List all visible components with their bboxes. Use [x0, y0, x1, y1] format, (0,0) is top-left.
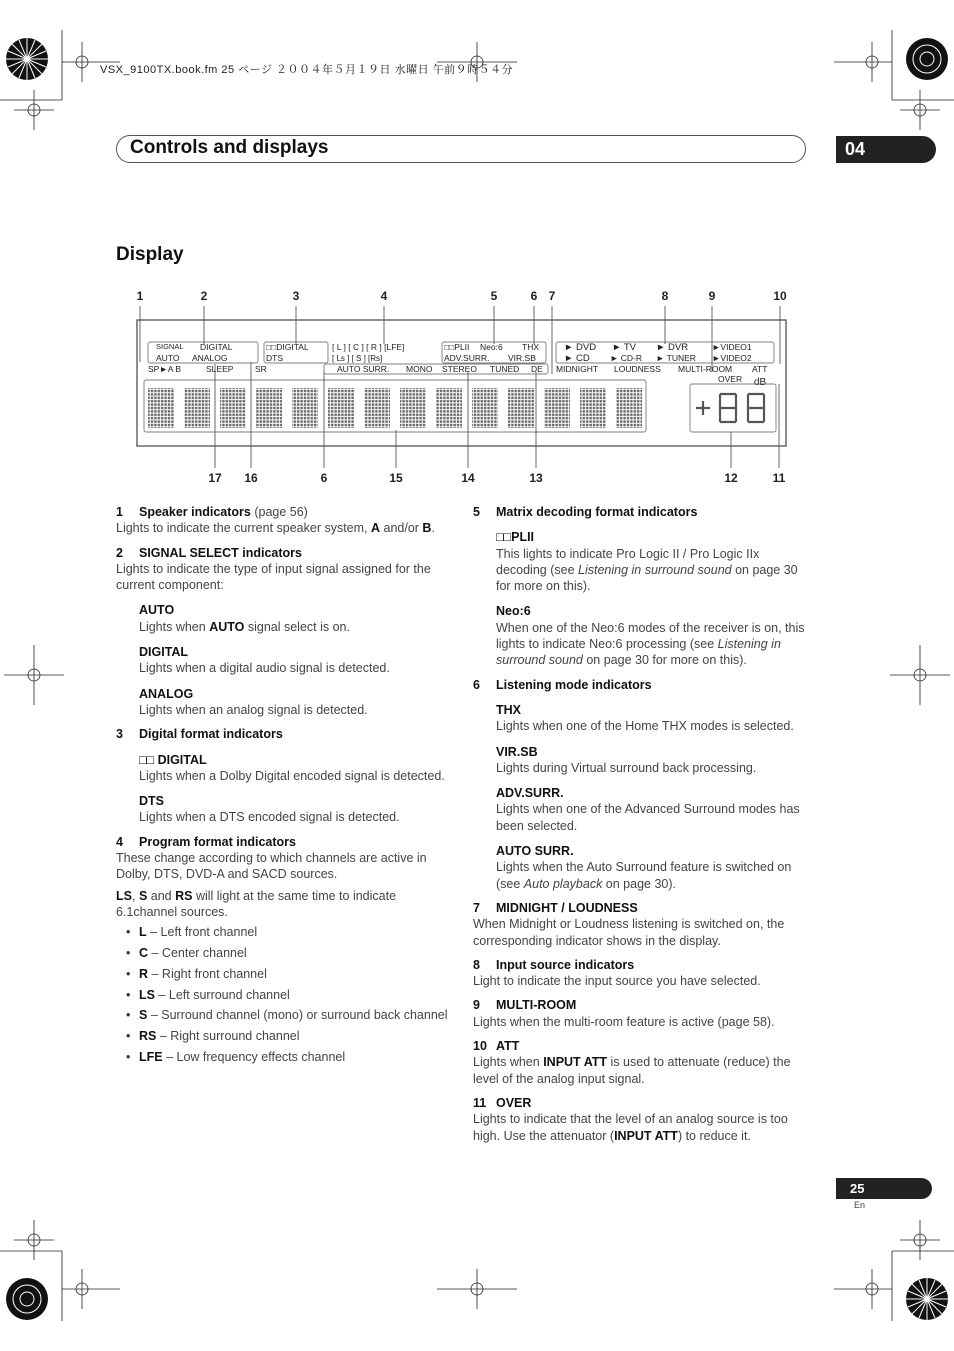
left-column: [116, 504, 452, 1070]
item-4-note: LS, S and RS will light at the same time to indicate 6.1channel sources.: [116, 888, 397, 919]
auto-surr-text: Lights when the Auto Surround feature is switched on (see Auto playback on page 30).: [496, 860, 792, 891]
item-9-heading: 9 MULTI-ROOM: [473, 998, 577, 1013]
section-title: Display: [116, 244, 184, 265]
item-9-text: Lights when the multi-room feature is active (page 58).: [473, 1014, 775, 1029]
chapter-number: 04: [836, 136, 936, 163]
dolby-digital-text: Lights when a Dolby Digital encoded signal is detected.: [139, 768, 445, 783]
callout-14: 14: [461, 471, 475, 485]
item-7-text: When Midnight or Loudness listening is switched on, the corresponding indicator shows in the display.: [473, 917, 785, 948]
auto-heading: AUTO: [139, 603, 175, 618]
thx-text: Lights when one of the Home THX modes is selected.: [496, 719, 794, 734]
item-7-heading: 7 MIDNIGHT / LOUDNESS: [473, 900, 638, 915]
channel-bullet: • LFE – Low frequency effects channel: [139, 1049, 452, 1065]
callout-9: 9: [708, 289, 716, 303]
auto-text: Lights when AUTO signal select is on.: [139, 619, 350, 634]
ind-tuned: TUNED: [490, 364, 520, 374]
ind-sleep: SLEEP: [206, 364, 234, 374]
neo6-heading: Neo:6: [496, 604, 531, 619]
item-3-heading: 3 Digital format indicators: [116, 727, 283, 742]
ind-auto: AUTO: [156, 353, 180, 363]
ind-cdr: ► CD-R: [610, 353, 643, 363]
dts-text: Lights when a DTS encoded signal is detected.: [139, 810, 400, 825]
neo6-text: When one of the Neo:6 modes of the receiver is on, this lights to indicate Neo:6 processing (see Listening in surround sound on page 30 for more on this).: [496, 620, 805, 668]
ind-att: ATT: [752, 364, 768, 374]
analog-text: Lights when an analog signal is detected.: [139, 702, 368, 717]
ind-vir-sb: VIR.SB: [508, 353, 536, 363]
item-8-text: Light to indicate the input source you have selected.: [473, 974, 761, 989]
item-4-text: These change according to which channels are active in Dolby, DTS, DVD-A and SACD sources.: [116, 851, 427, 882]
ind-dd-digital: □□DIGITAL: [266, 342, 309, 352]
channel-bullet: • L – Left front channel: [139, 924, 452, 940]
item-1-text: Lights to indicate the current speaker system, A and/or B.: [116, 521, 435, 536]
item-11-heading: 11 OVER: [473, 1095, 532, 1110]
ind-multi-room: MULTI-ROOM: [678, 364, 733, 374]
ind-dts: DTS: [266, 353, 283, 363]
callout-6b: 6: [320, 471, 328, 485]
callout-2: 2: [200, 289, 208, 303]
ind-sr: SR: [255, 364, 267, 374]
ind-sp: SP►A B: [148, 364, 181, 374]
ind-adv-surr: ADV.SURR.: [444, 353, 490, 363]
ind-mono: MONO: [406, 364, 433, 374]
callout-4: 4: [380, 289, 388, 303]
ind-dvd: ► DVD: [564, 342, 597, 353]
auto-surr-heading: AUTO SURR.: [496, 844, 574, 859]
ind-de: DE: [531, 364, 543, 374]
ind-digital: DIGITAL: [200, 342, 233, 352]
ind-video2: ►VIDEO2: [712, 353, 752, 363]
callout-15: 15: [389, 471, 403, 485]
callout-1: 1: [136, 289, 144, 303]
ind-loudness: LOUDNESS: [614, 364, 661, 374]
ind-tv: ► TV: [612, 342, 637, 353]
ind-cd: ► CD: [564, 353, 590, 364]
item-2-heading: 2 SIGNAL SELECT indicators: [116, 545, 302, 560]
item-10-heading: 10 ATT: [473, 1039, 520, 1054]
ind-midnight: MIDNIGHT: [556, 364, 599, 374]
callout-6: 6: [530, 289, 538, 303]
ind-thx: THX: [522, 342, 539, 352]
callout-5: 5: [490, 289, 498, 303]
channel-bullet: • C – Center channel: [139, 945, 452, 961]
ind-neo6: Neo:6: [480, 342, 503, 352]
callout-13: 13: [529, 471, 543, 485]
thx-heading: THX: [496, 702, 521, 717]
ind-dvr: ► DVR: [656, 342, 689, 353]
digital-heading: DIGITAL: [139, 645, 189, 660]
ind-over: OVER: [718, 374, 743, 384]
analog-heading: ANALOG: [139, 686, 194, 701]
ind-signal: SIGNAL: [156, 342, 184, 351]
ind-channels-row2: [ Ls ] [ S ] [Rs]: [332, 354, 383, 363]
ind-channels-row1: [ L ] [ C ] [ R ] [LFE]: [332, 342, 405, 352]
display-diagram: [130, 284, 790, 489]
channel-bullet: • LS – Left surround channel: [139, 987, 452, 1003]
ind-tuner: ► TUNER: [656, 353, 696, 363]
ind-auto-surr: AUTO SURR.: [337, 364, 390, 374]
vir-sb-heading: VIR.SB: [496, 744, 538, 759]
dolby-digital-heading: □□ DIGITAL: [139, 752, 207, 767]
chapter-title: Controls and displays: [130, 137, 329, 158]
item-5-heading: 5 Matrix decoding format indicators: [473, 505, 698, 519]
vir-sb-text: Lights during Virtual surround back processing.: [496, 760, 757, 775]
ind-pl2: □□PLII: [444, 342, 470, 352]
ind-db: dB: [754, 377, 767, 388]
callout-8: 8: [661, 289, 669, 303]
callout-11: 11: [772, 471, 786, 485]
dts-heading: DTS: [139, 794, 164, 809]
adv-surr-text: Lights when one of the Advanced Surround modes has been selected.: [496, 802, 800, 833]
ind-video1: ►VIDEO1: [712, 342, 752, 352]
callout-7: 7: [548, 289, 556, 303]
item-2-text: Lights to indicate the type of input signal assigned for the current component:: [116, 561, 431, 593]
page-language: En: [854, 1200, 866, 1210]
channel-bullet: • R – Right front channel: [139, 966, 452, 982]
item-6-heading: 6 Listening mode indicators: [473, 677, 652, 692]
callout-16: 16: [244, 471, 258, 485]
ind-stereo: STEREO: [442, 364, 477, 374]
callout-17: 17: [208, 471, 222, 485]
item-1-heading: 1 Speaker indicators (page 56): [116, 505, 308, 519]
pl2-text: This lights to indicate Pro Logic II / Pro Logic IIx decoding (see Listening in surround sound on page 30 for more on this).: [496, 546, 798, 594]
pl2-heading: □□PLII: [496, 530, 535, 545]
channel-bullet: • S – Surround channel (mono) or surround back channel: [139, 1007, 452, 1023]
digital-text: Lights when a digital audio signal is detected.: [139, 661, 390, 676]
ind-analog: ANALOG: [192, 353, 228, 363]
file-header: VSX_9100TX.book.fm 25 ページ ２００４年５月１９日 水曜日 午前９時５４分: [100, 64, 514, 76]
channel-bullet: • RS – Right surround channel: [139, 1028, 452, 1044]
item-10-text: Lights when INPUT ATT is used to attenuate (reduce) the level of the analog input signal.: [473, 1055, 791, 1086]
right-column: [473, 504, 809, 1144]
callout-3: 3: [292, 289, 300, 303]
page-number: 25: [836, 1178, 932, 1199]
item-8-heading: 8 Input source indicators: [473, 957, 635, 972]
item-4-heading: 4 Program format indicators: [116, 834, 296, 849]
callout-12: 12: [724, 471, 738, 485]
callout-10: 10: [773, 289, 787, 303]
adv-surr-heading: ADV.SURR.: [496, 786, 564, 801]
item-11-text: Lights to indicate that the level of an analog source is too high. Use the attenuator (INPUT ATT) to reduce it.: [473, 1112, 788, 1143]
